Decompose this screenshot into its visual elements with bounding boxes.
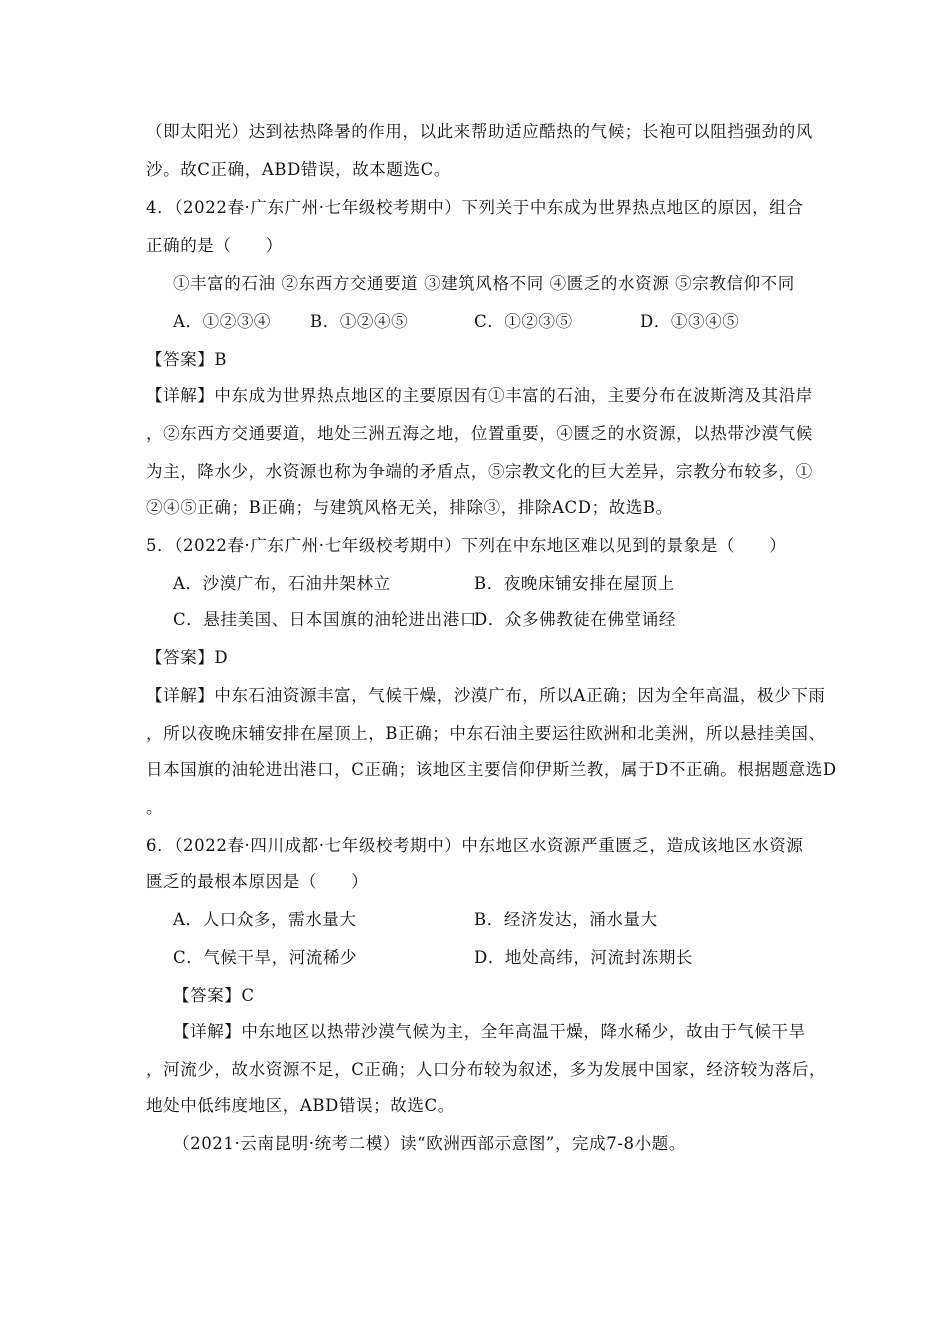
q5-stem: 5．（2022春·广东广州·七年级校考期中）下列在中东地区难以见到的景象是（ ） (146, 536, 787, 555)
q4-explanation-line-2: ，②东西方交通要道，地处三洲五海之地，位置重要，④匮乏的水资源，以热带沙漠气候 (146, 424, 813, 443)
q5-option-b: B．夜晚床铺安排在屋顶上 (474, 574, 675, 593)
q4-answer: 【答案】B (146, 350, 228, 369)
q6-option-c: C．气候干旱，河流稀少 (173, 948, 358, 967)
q6-stem-line-1: 6．（2022春·四川成都·七年级校考期中）中东地区水资源严重匮乏，造成该地区水资源 (146, 836, 804, 855)
q5-option-d: D．众多佛教徒在佛堂诵经 (474, 610, 676, 629)
q4-explanation-line-4: ②④⑤正确；B正确；与建筑风格无关，排除③，排除ACD；故选B。 (146, 498, 673, 517)
q4-stem-line-1: 4．（2022春·广东广州·七年级校考期中）下列关于中东成为世界热点地区的原因，组合 (146, 198, 804, 217)
q4-option-a: A．①②③④ (173, 312, 272, 331)
q4-items: ①丰富的石油 ②东西方交通要道 ③建筑风格不同 ④匮乏的水资源 ⑤宗教信仰不同 (173, 274, 795, 293)
q6-explanation-line-3: 地处中低纬度地区，ABD错误；故选C。 (146, 1096, 455, 1115)
q5-explanation-line-2: ，所以夜晚床辅安排在屋顶上，B正确；中东石油主要运往欧洲和北美洲，所以悬挂美国、 (146, 724, 826, 743)
q3-explanation-line-2: 沙。故C正确，ABD错误，故本题选C。 (146, 160, 451, 179)
q4-explanation-line-3: 为主，降水少，水资源也称为争端的矛盾点，⑤宗教文化的巨大差异，宗教分布较多，① (146, 462, 813, 481)
q4-explanation-line-1: 【详解】中东成为世界热点地区的主要原因有①丰富的石油，主要分布在波斯湾及其沿岸 (146, 386, 813, 405)
q4-option-c: C．①②③⑤ (474, 312, 573, 331)
q6-stem-line-2: 匮乏的最根本原因是（ ） (146, 872, 369, 891)
q5-answer: 【答案】D (146, 648, 229, 667)
q5-explanation-line-4: 。 (146, 798, 164, 817)
q7-8-intro: （2021·云南昆明·统考二模）读“欧洲西部示意图”，完成7-8小题。 (173, 1134, 686, 1153)
q5-option-a: A．沙漠广布，石油井架林立 (173, 574, 391, 593)
q5-explanation-line-1: 【详解】中东石油资源丰富，气候干燥，沙漠广布，所以A正确；因为全年高温，极少下雨 (146, 686, 826, 705)
q3-explanation-line-1: （即太阳光）达到祛热降暑的作用，以此来帮助适应酷热的气候；长袍可以阻挡强劲的风 (146, 122, 813, 141)
q5-explanation-line-3: 日本国旗的油轮进出港口，C正确；该地区主要信仰伊斯兰教，属于D不正确。根据题意选D (146, 760, 837, 779)
q6-explanation-line-1: 【详解】中东地区以热带沙漠气候为主，全年高温干燥，降水稀少，故由于气候干旱 (173, 1022, 806, 1041)
q6-option-b: B．经济发达，涌水量大 (474, 910, 658, 929)
q6-explanation-line-2: ，河流少，故水资源不足，C正确；人口分布较为叙述，多为发展中国家，经济较为落后， (146, 1060, 827, 1079)
q6-answer: 【答案】C (173, 986, 255, 1005)
q6-option-d: D．地处高纬，河流封冻期长 (474, 948, 694, 967)
q5-option-c: C．悬挂美国、日本国旗的油轮进出港口 (173, 610, 477, 629)
q6-option-a: A．人口众多，需水量大 (173, 910, 357, 929)
q4-option-d: D．①③④⑤ (640, 312, 740, 331)
q4-option-b: B．①②④⑤ (310, 312, 409, 331)
q4-stem-line-2: 正确的是（ ） (146, 236, 283, 255)
